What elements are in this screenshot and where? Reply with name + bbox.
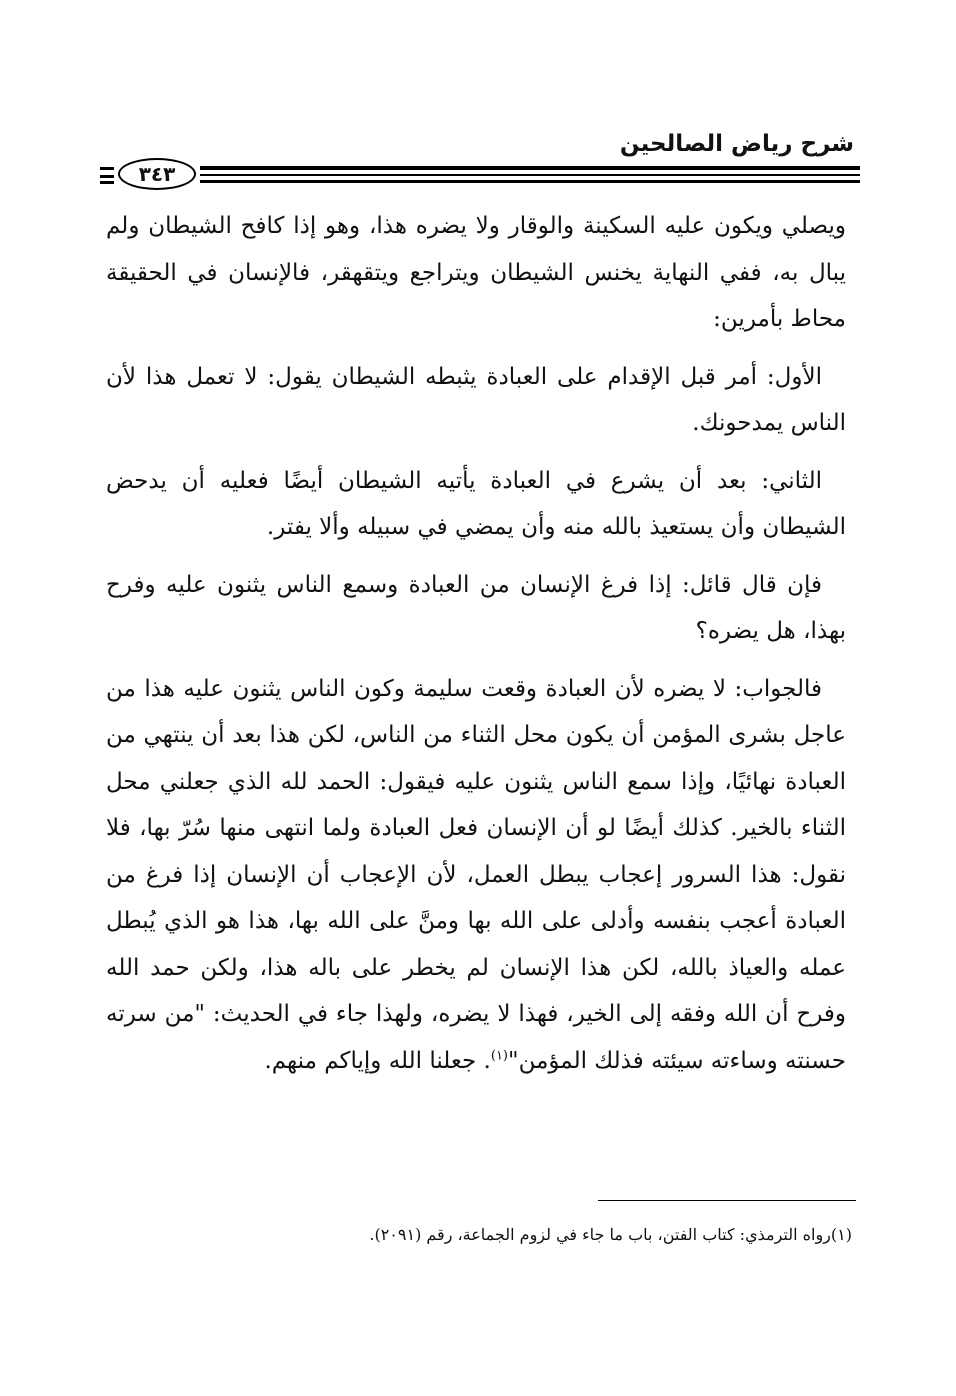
paragraph-2: الأول: أمر قبل الإقدام على العبادة يثبطه الشيطان يقول: لا تعمل هذا لأن الناس يمدحونك. [106, 363, 846, 436]
footnote-reference[interactable]: (١) [490, 1047, 508, 1063]
header-dash-middle [100, 175, 114, 178]
header-rule-bottom [200, 180, 860, 183]
footnote-separator [598, 1200, 856, 1201]
paragraph-5-closing: . جعلنا الله وإياكم منهم. [264, 1047, 491, 1074]
paragraph-5-text: فالجواب: لا يضره لأن العبادة وقعت سليمة وكون الناس يثنون عليه هذا من عاجل بشرى المؤمن أن يكون محل الثناء من الناس، لكن هذا بعد أن ينتهي من العبادة نهائيًا، وإذا سمع الناس يثنون عليه فيقول: الحمد لله الذي جعلني محل الثناء بالخير. كذلك أيضًا لو أن الإنسان فعل العبادة ولما انتهى منها سُرّ بها، فلا نقول: هذا السرور إعجاب يبطل العمل، لأن الإعجاب أن الإنسان إذا فرغ من العبادة أعجب بنفسه وأدلى على الله بها ومنَّ على الله بها، هذا هو الذي يُبطل عمله والعياذ بالله، لكن هذا الإنسان لم يخطر على باله هذا، ولكن حمد الله وفرح أن الله وفقه إلى الخير، فهذا لا يضره، ولهذا جاء في الحديث: "من سرته حسنته وساءته سيئته فذلك المؤمن" [106, 675, 846, 1074]
book-title: شرح رياض الصالحين [619, 131, 854, 157]
header-dash-top [100, 167, 114, 170]
footnote-1: (١)رواه الترمذي: كتاب الفتن، باب ما جاء في لزوم الجماعة، رقم (٢٠٩١). [369, 1225, 852, 1244]
header-rule-middle [200, 174, 860, 176]
paragraph-1: ويصلي ويكون عليه السكينة والوقار ولا يضره هذا، وهو إذا كافح الشيطان ولم يبال به، ففي النهاية يخنس الشيطان ويتراجع ويتقهقر، فالإنسان في الحقيقة محاط بأمرين: [106, 213, 846, 332]
main-text [106, 203, 846, 1095]
paragraph-3: الثاني: بعد أن يشرع في العبادة يأتيه الشيطان أيضًا فعليه أن يدحض الشيطان وأن يستعيذ بالله منه وأن يمضي في سبيله وألا يفتر. [106, 467, 846, 540]
paragraph-5 [106, 666, 846, 1085]
paragraph-4: فإن قال قائل: إذا فرغ الإنسان من العبادة وسمع الناس يثنون عليه وفرح بهذا، هل يضره؟ [106, 571, 846, 644]
header-dash-bottom [100, 181, 114, 184]
running-header [100, 128, 860, 192]
header-rule-top [200, 166, 860, 170]
page-number: ٣٤٣ [118, 158, 196, 190]
